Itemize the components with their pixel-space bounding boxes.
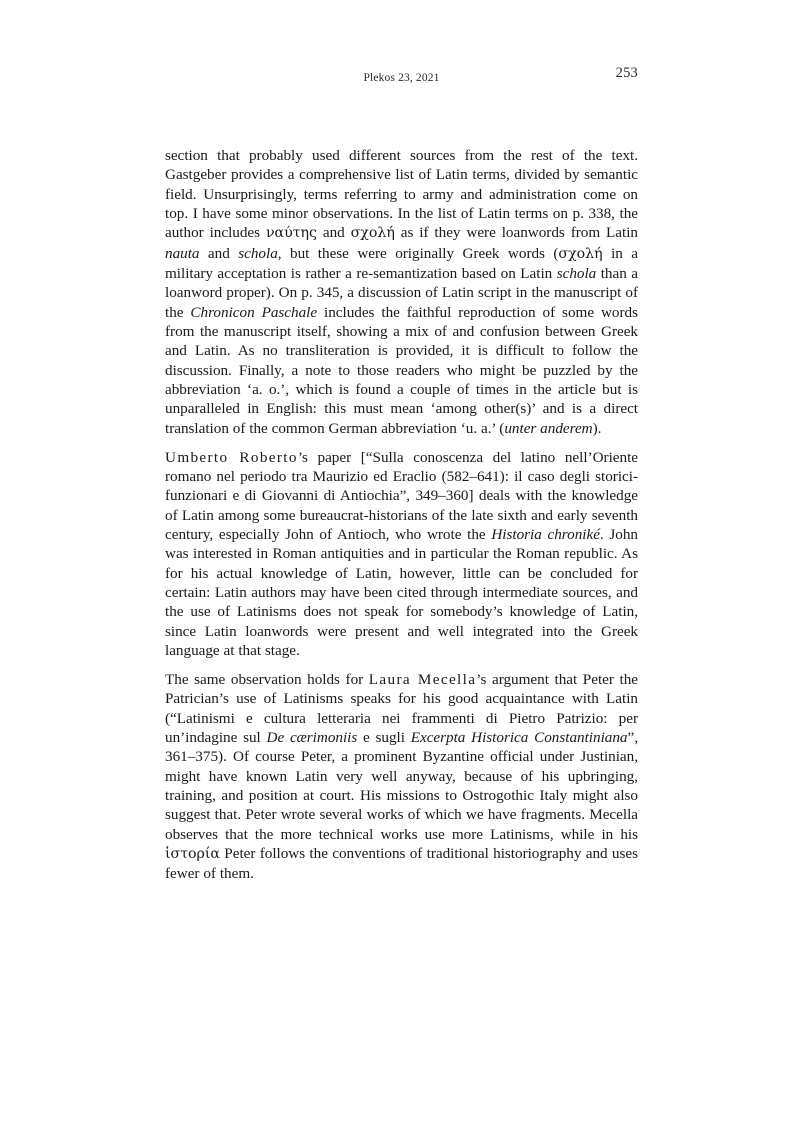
text-run: , but these were originally Greek words (	[277, 244, 559, 262]
italic-title: Historia chroniké	[491, 526, 600, 544]
italic-title: schola	[556, 265, 597, 283]
text-run: section that probably used different sources from the rest of the text. Gastgeber provides a comprehensive list of Latin terms, divided by semantic field. Unsurprisingly, terms referring to army and administration come on top. I have some minor observations. In the list of Latin terms on p. 338, the author includes	[165, 147, 638, 242]
text-run: as if they were loanwords from Latin	[394, 224, 639, 242]
text-run: and	[316, 224, 351, 242]
greek-term: σχολή	[350, 225, 395, 242]
greek-term: ἱστορία	[165, 846, 220, 863]
text-run: ’s argument that Peter the Patrician’s use of Latinisms speaks for his good acquaintance with Latin (“Latinismi e cultura letteraria nei frammenti di Pietro Patrizio: per un’indagine sul	[165, 670, 639, 746]
greek-term: σχολή	[558, 245, 603, 262]
author-name-spaced: Umberto Roberto	[165, 448, 298, 466]
text-run: and	[199, 244, 239, 262]
text-run: ’s paper [“Sulla conoscenza del latino nell’Oriente romano nel periodo tra Maurizio ed Eraclio (582–641): il caso degli storici-funzionari e di Giovanni di Antiochia”, 349–360] deals with the knowledge of Latin among some bureaucrat-historians of the late sixth and early seventh century, especially John of Antioch, who wrote the	[165, 448, 638, 544]
italic-title: Chronicon Paschale	[190, 303, 318, 321]
italic-title: De cærimoniis	[266, 728, 358, 746]
text-run: ”, 361–375). Of course Peter, a prominent Byzantine official under Justinian, might have known Latin very well anyway, because of his upbringing, training, and position at court. His missions to Ostrogothic Italy might also suggest that. Peter wrote several works of which we have fragments. Mecella observes that the more technical works use more Latinisms, while in his	[165, 728, 638, 843]
text-run: than a loanword proper). On p. 345, a discussion of Latin script in the manuscript of the	[165, 265, 638, 321]
text-run: ).	[592, 419, 602, 437]
italic-title: nauta	[165, 244, 200, 262]
paragraph-gastgeber	[165, 146, 638, 438]
italic-title: unter anderem	[504, 419, 593, 437]
body-text-column	[165, 146, 638, 884]
text-run: includes the faithful reproduction of some words from the manuscript itself, showing a mix of and confusion between Greek and Latin. As no transliteration is provided, it is difficult to follow the discussion. Finally, a note to those readers who might be puzzled by the abbreviation ‘a. o.’, which is found a couple of times in the article but is unparalleled in English: this must mean ‘among other(s)’ and is a direct translation of the common German abbreviation ‘u. a.’ (	[165, 303, 638, 437]
italic-title: schola	[238, 244, 278, 262]
text-run: e sugli	[357, 728, 411, 746]
page-number: 253	[615, 65, 638, 81]
paragraph-roberto	[165, 448, 638, 661]
text-run: . John was interested in Roman antiquities and in particular the Roman republic. As for his actual knowledge of Latin, however, little can be concluded for certain: Latin authors may have been cited through intermediate sources, and the use of Latinisms does not speak for somebody’s knowledge of Latin, since Latin loanwords were present and well integrated into the Greek language at that stage.	[165, 526, 639, 660]
text-run: Peter follows the conventions of traditional historiography and uses fewer of them.	[165, 845, 638, 883]
running-head-journal: Plekos 23, 2021	[363, 72, 440, 84]
text-run: The same observation holds for	[165, 670, 369, 688]
italic-title: Excerpta Historica Constantiniana	[410, 728, 628, 746]
text-run: in a military acceptation is rather a re-semantization based on Latin	[165, 244, 639, 283]
greek-term: ναύτης	[265, 225, 317, 242]
running-head	[165, 65, 638, 92]
paragraph-mecella	[165, 670, 638, 884]
author-name-spaced: Laura Mecella	[368, 670, 477, 688]
